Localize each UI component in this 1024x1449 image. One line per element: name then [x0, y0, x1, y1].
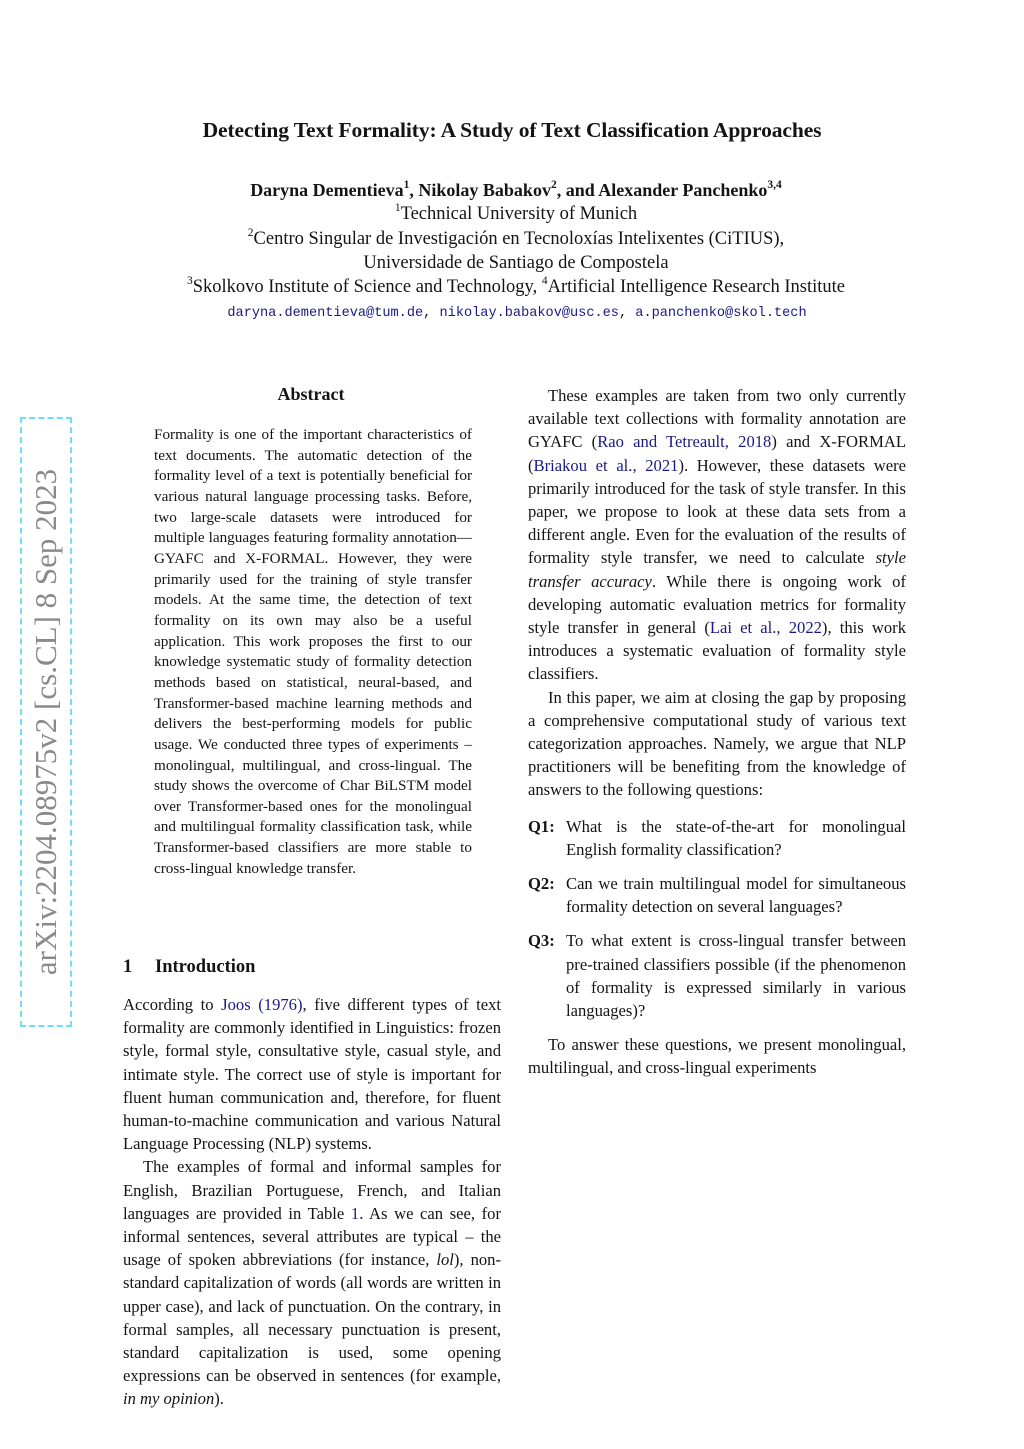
- section-heading: [123, 957, 255, 978]
- question-item: [528, 872, 906, 918]
- affiliation-line: [0, 226, 1024, 250]
- text-run: ), non-standard capitalization of words (all words are written in upper case), and lack of punctuation. On the contrary, in formal samples, all necessary punctuation is present, standard capitalization is used, some opening expressions can be observed in sentences (for example,: [123, 1250, 501, 1386]
- author-name: Daryna Dementieva: [250, 180, 404, 200]
- text-run: ), this work introduces a systematic evaluation of formality style classifiers.: [528, 618, 906, 684]
- author-name: Alexander Panchenko: [598, 180, 768, 200]
- paragraph: In this paper, we aim at closing the gap by proposing a comprehensive computational study of various text categorization approaches. Namely, we argue that NLP practitioners will be benefiting from the knowledge of answers to the following questions:: [528, 687, 906, 800]
- emphasis: in my opinion: [123, 1389, 215, 1409]
- text-run: ). However, these datasets were primarily introduced for the task of style transfer. In this paper, we propose to look at these data sets from a different angle. Even for the evaluation of the results of formality style transfer, we need to calculate: [528, 455, 906, 568]
- question-item: [528, 929, 906, 1022]
- affiliation-mark: 3: [186, 274, 193, 287]
- citation-link[interactable]: Joos (1976): [221, 995, 303, 1014]
- section-number: 1: [123, 957, 133, 977]
- affiliation-text: Technical University of Munich: [400, 204, 638, 224]
- text-run: The examples of formal and informal samples for English, Brazilian Portuguese, French, and Italian languages are provided in Table: [123, 1157, 501, 1223]
- question-text: To what extent is cross-lingual transfer between pre-trained classifiers possible (if the phenomenon of formality is expressed similarly in various languages)?: [566, 931, 906, 1021]
- text-run: . While there is ongoing work of developing automatic evaluation metrics for formality style transfer in general (: [528, 571, 906, 638]
- email-link[interactable]: a.panchenko@skol.tech: [635, 306, 807, 321]
- abstract-text: Formality is one of the important characteristics of text documents. The automatic detection of the formality level of a text is potentially beneficial for various natural language processing tasks. Before, two large-scale datasets were introduced for multiple languages featuring formality annotation—GYAFC and X-FORMAL. However, they were primarily used for the training of style transfer models. At the same time, the detection of text formality on its own may also be a useful application. This work proposes the first to our knowledge systematic study of formality detection methods based on statistical, neural-based, and Transformer-based machine learning methods and delivers the best-performing models for public usage. We conducted three types of experiments – monolingual, multilingual, and cross-lingual. The study shows the overcome of Char BiLSTM model over Transformer-based ones for the monolingual and multilingual formality classification task, while Transformer-based classifiers are more stable to cross-lingual knowledge transfer.: [154, 426, 472, 877]
- question-text: What is the state-of-the-art for monolingual English formality classification?: [566, 816, 906, 859]
- text-run: , five different types of text formality are commonly identified in Linguistics: frozen style, formal style, consultative style, casual style, and intimate style. The correct use of style is important for fluent human communication and, therefore, for fluent human-to-machine communication and various Natural Language Processing (NLP) systems.: [123, 995, 501, 1154]
- affiliation-text: Centro Singular de Investigación en Tecnoloxías Intelixentes (CiTIUS),: [253, 229, 785, 249]
- text-run: ) and X-FORMAL (: [528, 432, 906, 475]
- author-emails: [0, 306, 1024, 321]
- affiliation-mark: 2: [247, 226, 254, 239]
- question-text: Can we train multilingual model for simultaneous formality detection on several languages?: [566, 874, 906, 917]
- right-column: [528, 384, 906, 1080]
- question-label: Q2:: [528, 874, 555, 894]
- email-link[interactable]: daryna.dementieva@tum.de: [227, 306, 424, 321]
- question-item: [528, 815, 906, 861]
- arxiv-stamp[interactable]: arXiv:2204.08975v2 [cs.CL] 8 Sep 2023: [25, 422, 67, 1022]
- author-affiliation-mark: 3,4: [767, 179, 782, 191]
- text-run: ).: [214, 1389, 224, 1409]
- citation-link[interactable]: Lai et al., 2022: [709, 618, 822, 638]
- author-affiliation-mark: 1: [403, 179, 410, 191]
- question-list: [528, 815, 906, 1023]
- email-link[interactable]: nikolay.babakov@usc.es: [439, 306, 619, 321]
- affiliation-line: [0, 274, 1024, 298]
- citation-link[interactable]: Briakou et al., 2021: [533, 455, 679, 475]
- author-list: [0, 180, 1024, 201]
- author-name: Nikolay Babakov: [418, 180, 551, 200]
- left-column: [123, 993, 501, 1411]
- paragraph: [123, 1155, 501, 1410]
- abstract-heading: Abstract: [277, 384, 345, 404]
- paragraph: To answer these questions, we present monolingual, multilingual, and cross-lingual experiments: [528, 1035, 906, 1078]
- paper-title: Detecting Text Formality: A Study of Text Classification Approaches: [202, 118, 822, 142]
- affiliation-text: Universidade de Santiago de Compostela: [363, 253, 669, 273]
- affiliation-text: Artificial Intelligence Research Institute: [547, 277, 846, 297]
- question-label: Q3:: [528, 931, 555, 951]
- author-separator: ,: [409, 180, 419, 200]
- section-title: Introduction: [155, 957, 256, 977]
- affiliation-line: [0, 253, 1024, 274]
- paragraph: [528, 384, 906, 686]
- text-run: These examples are taken from two only currently available text collections with formality annotation are GYAFC (: [528, 386, 906, 452]
- affiliation-text: Skolkovo Institute of Science and Technology,: [192, 277, 542, 297]
- emphasis: lol: [436, 1250, 454, 1270]
- emphasis: style transfer accuracy: [528, 548, 906, 591]
- email-separator: ,: [618, 306, 636, 321]
- affiliation-line: [0, 201, 1024, 225]
- text-run: According to: [123, 995, 222, 1014]
- affiliation-mark: 4: [541, 274, 548, 287]
- paragraph: [123, 993, 501, 1155]
- author-affiliation-mark: 2: [550, 179, 557, 191]
- question-label: Q1:: [528, 816, 555, 836]
- author-separator: , and: [556, 180, 599, 200]
- citation-link[interactable]: Rao and Tetreault, 2018: [597, 432, 772, 452]
- affiliation-mark: 1: [394, 201, 401, 214]
- text-run: . As we can see, for informal sentences, several attributes are typical – the usage of spoken abbreviations (for instance,: [123, 1203, 501, 1270]
- table-ref-link[interactable]: 1: [350, 1203, 360, 1223]
- email-separator: ,: [423, 306, 440, 321]
